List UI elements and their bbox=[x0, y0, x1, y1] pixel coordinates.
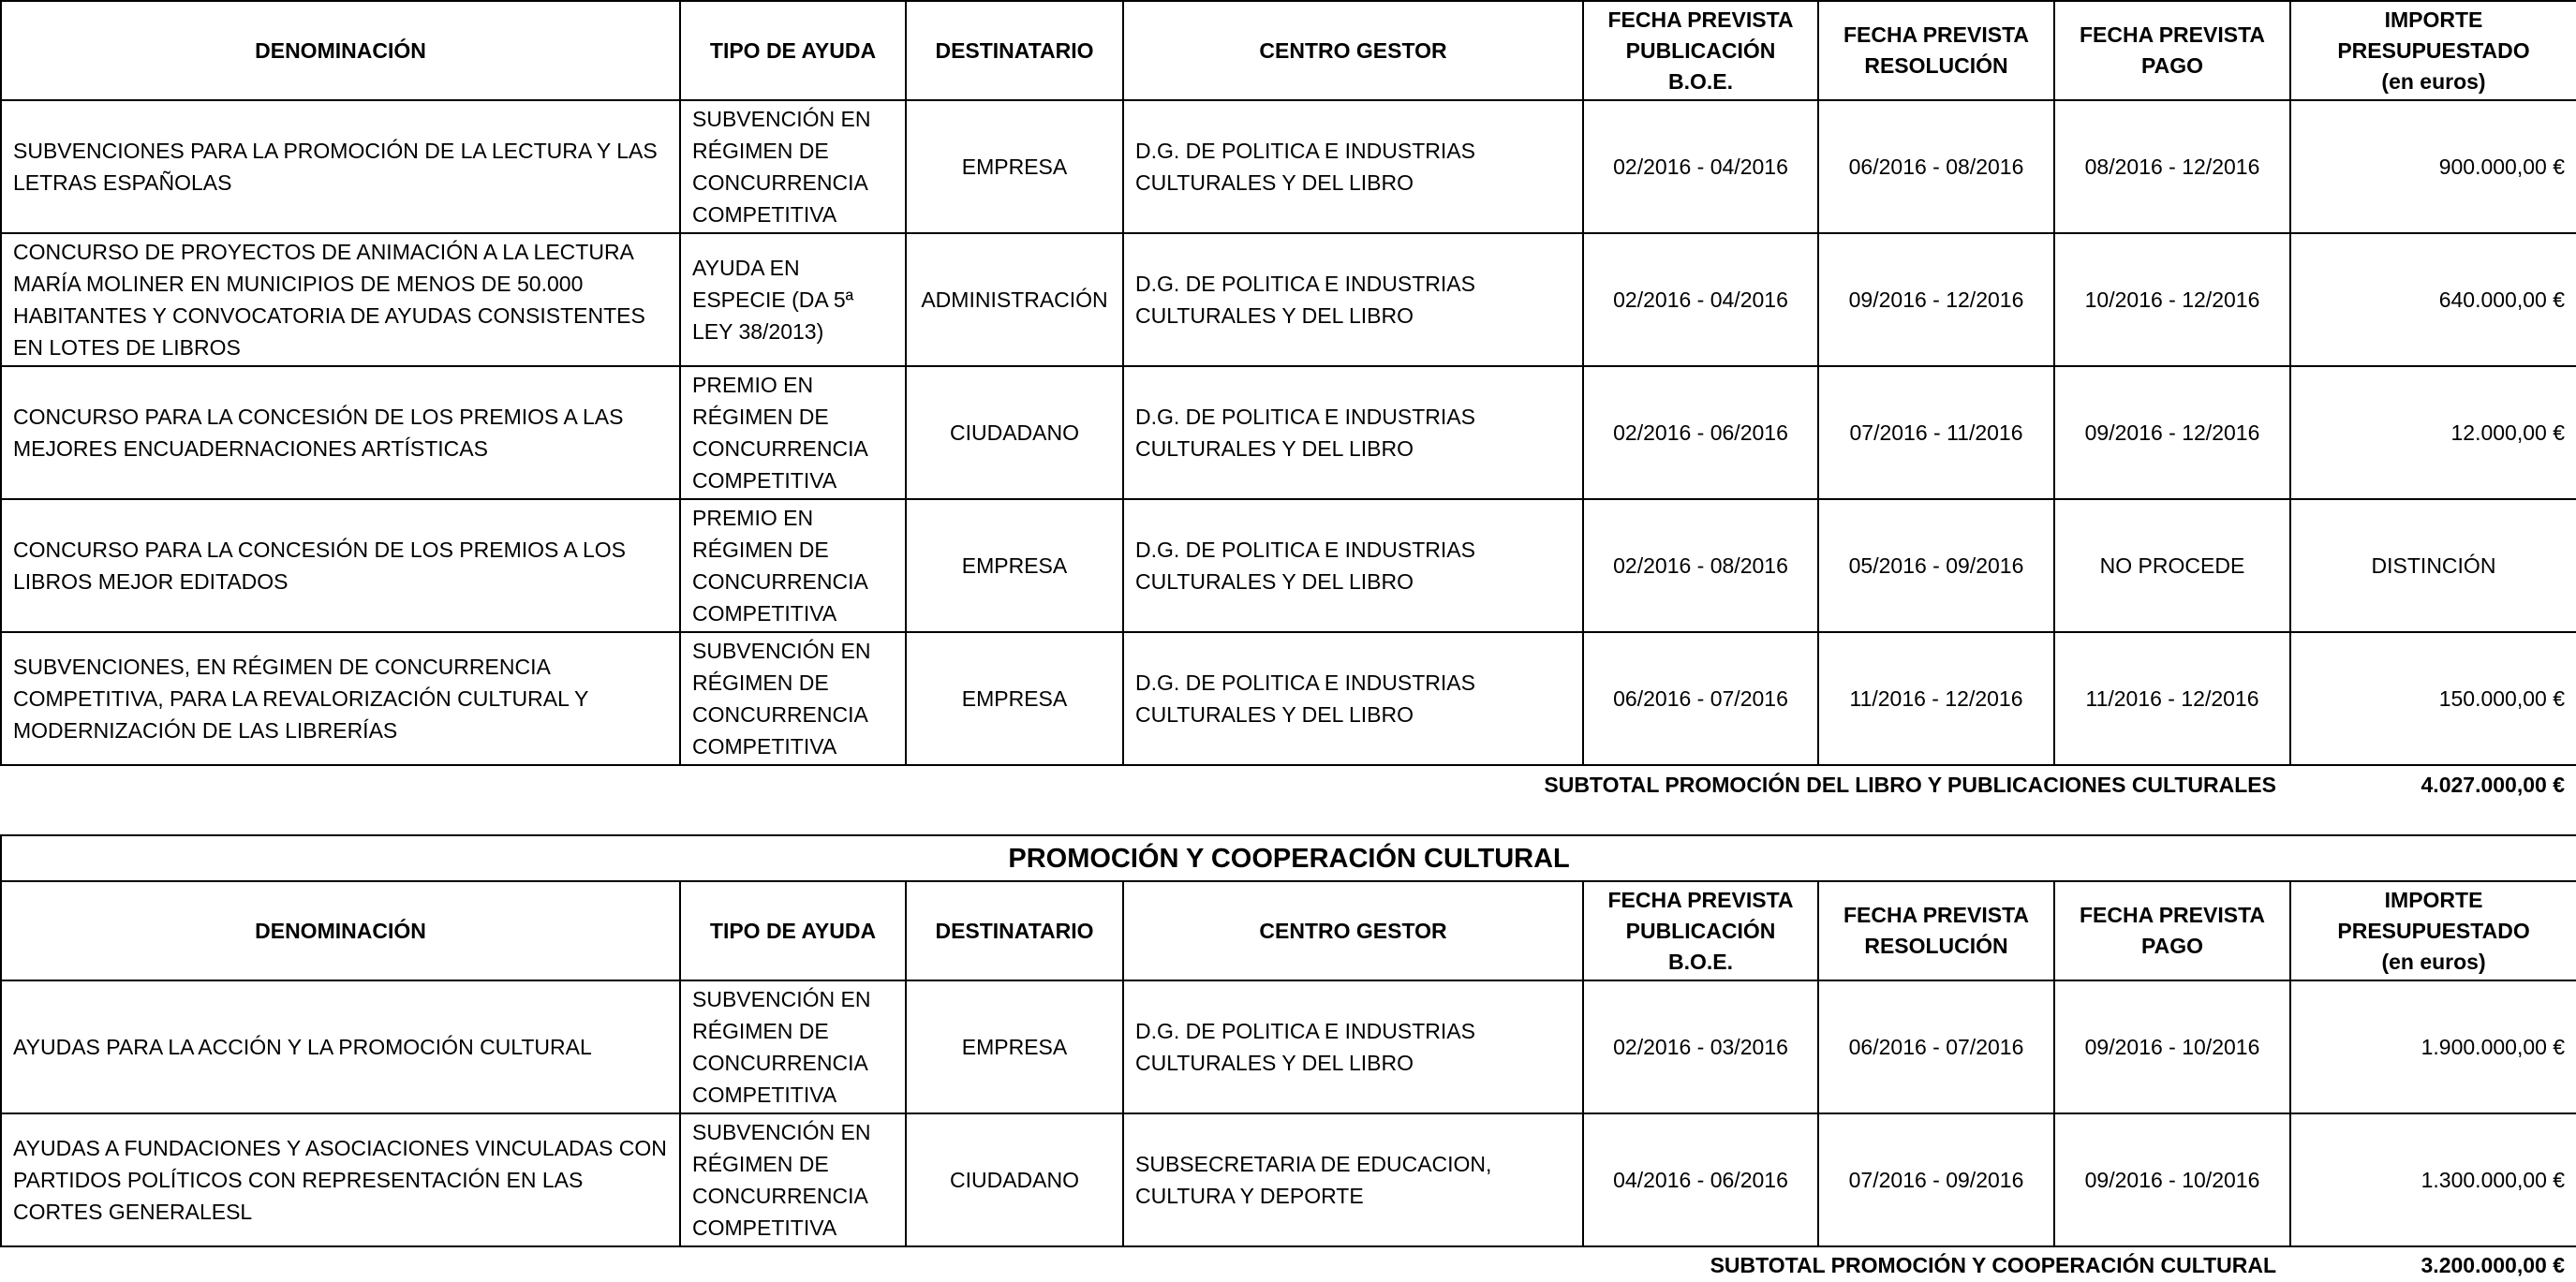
cell-fecha-pago: 09/2016 - 12/2016 bbox=[2054, 366, 2290, 499]
header-line: IMPORTE bbox=[2384, 887, 2483, 912]
col-header-centro-gestor: CENTRO GESTOR bbox=[1123, 1, 1583, 100]
cell-fecha-publicacion: 02/2016 - 03/2016 bbox=[1583, 980, 1818, 1113]
header-line: (en euros) bbox=[2381, 949, 2486, 974]
cell-fecha-resolucion: 06/2016 - 07/2016 bbox=[1818, 980, 2054, 1113]
cell-fecha-resolucion: 06/2016 - 08/2016 bbox=[1818, 100, 2054, 233]
col-header-denominacion: DENOMINACIÓN bbox=[1, 881, 680, 980]
cell-fecha-resolucion: 07/2016 - 09/2016 bbox=[1818, 1113, 2054, 1246]
subtotal-label: SUBTOTAL PROMOCIÓN Y COOPERACIÓN CULTURAL bbox=[1710, 1253, 2276, 1277]
col-header-tipo-ayuda: TIPO DE AYUDA bbox=[680, 881, 906, 980]
cell-destinatario: EMPRESA bbox=[906, 100, 1123, 233]
col-header-fecha-pago bbox=[2054, 881, 2290, 980]
header-line: PRESUPUESTADO bbox=[2337, 918, 2530, 943]
cell-tipo-ayuda: SUBVENCIÓN EN RÉGIMEN DE CONCURRENCIA COMPETITIVA bbox=[680, 100, 906, 233]
col-header-fecha-publicacion bbox=[1583, 1, 1818, 100]
col-header-destinatario: DESTINATARIO bbox=[906, 1, 1123, 100]
cell-centro-gestor: D.G. DE POLITICA E INDUSTRIAS CULTURALES Y DEL LIBRO bbox=[1123, 980, 1583, 1113]
cell-fecha-publicacion: 02/2016 - 04/2016 bbox=[1583, 100, 1818, 233]
header-line: IMPORTE bbox=[2384, 7, 2483, 32]
header-line: (en euros) bbox=[2381, 68, 2486, 94]
cell-destinatario: EMPRESA bbox=[906, 632, 1123, 765]
cell-denominacion: SUBVENCIONES, EN RÉGIMEN DE CONCURRENCIA COMPETITIVA, PARA LA REVALORIZACIÓN CULTURAL Y MODERNIZACIÓN DE LAS LIBRERÍAS bbox=[1, 632, 680, 765]
cell-fecha-resolucion: 09/2016 - 12/2016 bbox=[1818, 233, 2054, 366]
cell-importe: 900.000,00 € bbox=[2290, 100, 2576, 233]
cell-fecha-publicacion: 06/2016 - 07/2016 bbox=[1583, 632, 1818, 765]
table-row bbox=[1, 499, 2576, 632]
table-row bbox=[1, 366, 2576, 499]
cell-centro-gestor: SUBSECRETARIA DE EDUCACION, CULTURA Y DEPORTE bbox=[1123, 1113, 1583, 1246]
cell-fecha-pago: 09/2016 - 10/2016 bbox=[2054, 980, 2290, 1113]
cell-tipo-ayuda: SUBVENCIÓN EN RÉGIMEN DE CONCURRENCIA COMPETITIVA bbox=[680, 1113, 906, 1246]
cell-tipo-ayuda: SUBVENCIÓN EN RÉGIMEN DE CONCURRENCIA COMPETITIVA bbox=[680, 632, 906, 765]
section1-subtotal bbox=[0, 768, 2576, 802]
subtotal-amount: 4.027.000,00 € bbox=[2421, 773, 2565, 797]
table-row bbox=[1, 100, 2576, 233]
cell-importe: 12.000,00 € bbox=[2290, 366, 2576, 499]
header-line: FECHA PREVISTA bbox=[1843, 22, 2030, 47]
cell-fecha-pago: 09/2016 - 10/2016 bbox=[2054, 1113, 2290, 1246]
cell-importe: 150.000,00 € bbox=[2290, 632, 2576, 765]
cell-destinatario: CIUDADANO bbox=[906, 366, 1123, 499]
cell-fecha-publicacion: 04/2016 - 06/2016 bbox=[1583, 1113, 1818, 1246]
subtotal-amount: 3.200.000,00 € bbox=[2421, 1253, 2565, 1277]
cell-fecha-publicacion: 02/2016 - 08/2016 bbox=[1583, 499, 1818, 632]
cell-fecha-resolucion: 11/2016 - 12/2016 bbox=[1818, 632, 2054, 765]
header-line: FECHA PREVISTA bbox=[2079, 903, 2266, 927]
cell-importe: 640.000,00 € bbox=[2290, 233, 2576, 366]
header-line: FECHA PREVISTA bbox=[2079, 22, 2266, 47]
subtotal-label: SUBTOTAL PROMOCIÓN DEL LIBRO Y PUBLICACIONES CULTURALES bbox=[1544, 773, 2276, 797]
cell-fecha-pago: 11/2016 - 12/2016 bbox=[2054, 632, 2290, 765]
header-line: PAGO bbox=[2140, 53, 2204, 78]
col-header-destinatario: DESTINATARIO bbox=[906, 881, 1123, 980]
header-line: B.O.E. bbox=[1667, 949, 1733, 974]
table-row bbox=[1, 632, 2576, 765]
col-header-importe bbox=[2290, 881, 2576, 980]
col-header-fecha-resolucion bbox=[1818, 881, 2054, 980]
cell-destinatario: ADMINISTRACIÓN bbox=[906, 233, 1123, 366]
cell-fecha-resolucion: 07/2016 - 11/2016 bbox=[1818, 366, 2054, 499]
col-header-fecha-pago bbox=[2054, 1, 2290, 100]
header-line: PUBLICACIÓN bbox=[1625, 37, 1776, 63]
header-line: RESOLUCIÓN bbox=[1864, 934, 2008, 958]
cell-denominacion: CONCURSO PARA LA CONCESIÓN DE LOS PREMIOS A LOS LIBROS MEJOR EDITADOS bbox=[1, 499, 680, 632]
header-line: FECHA PREVISTA bbox=[1607, 887, 1794, 912]
cell-denominacion: AYUDAS A FUNDACIONES Y ASOCIACIONES VINCULADAS CON PARTIDOS POLÍTICOS CON REPRESENTACIÓN EN LAS CORTES GENERALESL bbox=[1, 1113, 680, 1246]
cell-denominacion: CONCURSO DE PROYECTOS DE ANIMACIÓN A LA LECTURA MARÍA MOLINER EN MUNICIPIOS DE MENOS DE 50.000 HABITANTES Y CONVOCATORIA DE AYUDAS CONSISTENTES EN LOTES DE LIBROS bbox=[1, 233, 680, 366]
header-line: PAGO bbox=[2140, 934, 2204, 958]
cell-fecha-pago: 08/2016 - 12/2016 bbox=[2054, 100, 2290, 233]
cell-destinatario: CIUDADANO bbox=[906, 1113, 1123, 1246]
col-header-denominacion: DENOMINACIÓN bbox=[1, 1, 680, 100]
header-line: PRESUPUESTADO bbox=[2337, 37, 2530, 63]
header-line: B.O.E. bbox=[1667, 68, 1733, 94]
cell-importe: DISTINCIÓN bbox=[2290, 499, 2576, 632]
table-row bbox=[1, 233, 2576, 366]
cell-centro-gestor: D.G. DE POLITICA E INDUSTRIAS CULTURALES Y DEL LIBRO bbox=[1123, 632, 1583, 765]
cell-denominacion: SUBVENCIONES PARA LA PROMOCIÓN DE LA LECTURA Y LAS LETRAS ESPAÑOLAS bbox=[1, 100, 680, 233]
section-title: PROMOCIÓN Y COOPERACIÓN CULTURAL bbox=[1, 835, 2576, 881]
section2-table bbox=[0, 834, 2576, 1247]
cell-fecha-pago: NO PROCEDE bbox=[2054, 499, 2290, 632]
col-header-fecha-publicacion bbox=[1583, 881, 1818, 980]
cell-tipo-ayuda: PREMIO EN RÉGIMEN DE CONCURRENCIA COMPETITIVA bbox=[680, 366, 906, 499]
col-header-importe bbox=[2290, 1, 2576, 100]
cell-importe: 1.900.000,00 € bbox=[2290, 980, 2576, 1113]
cell-tipo-ayuda: PREMIO EN RÉGIMEN DE CONCURRENCIA COMPETITIVA bbox=[680, 499, 906, 632]
header-line: FECHA PREVISTA bbox=[1843, 903, 2030, 927]
cell-centro-gestor: D.G. DE POLITICA E INDUSTRIAS CULTURALES Y DEL LIBRO bbox=[1123, 233, 1583, 366]
header-line: RESOLUCIÓN bbox=[1864, 53, 2008, 78]
cell-fecha-pago: 10/2016 - 12/2016 bbox=[2054, 233, 2290, 366]
cell-centro-gestor: D.G. DE POLITICA E INDUSTRIAS CULTURALES Y DEL LIBRO bbox=[1123, 366, 1583, 499]
cell-fecha-publicacion: 02/2016 - 04/2016 bbox=[1583, 233, 1818, 366]
col-header-fecha-resolucion bbox=[1818, 1, 2054, 100]
cell-fecha-resolucion: 05/2016 - 09/2016 bbox=[1818, 499, 2054, 632]
header-row bbox=[1, 1, 2576, 100]
cell-tipo-ayuda: SUBVENCIÓN EN RÉGIMEN DE CONCURRENCIA COMPETITIVA bbox=[680, 980, 906, 1113]
col-header-centro-gestor: CENTRO GESTOR bbox=[1123, 881, 1583, 980]
cell-importe: 1.300.000,00 € bbox=[2290, 1113, 2576, 1246]
table-row bbox=[1, 1113, 2576, 1246]
header-line: PUBLICACIÓN bbox=[1625, 918, 1776, 943]
header-line: FECHA PREVISTA bbox=[1607, 7, 1794, 32]
cell-fecha-publicacion: 02/2016 - 06/2016 bbox=[1583, 366, 1818, 499]
cell-centro-gestor: D.G. DE POLITICA E INDUSTRIAS CULTURALES Y DEL LIBRO bbox=[1123, 100, 1583, 233]
cell-centro-gestor: D.G. DE POLITICA E INDUSTRIAS CULTURALES Y DEL LIBRO bbox=[1123, 499, 1583, 632]
cell-destinatario: EMPRESA bbox=[906, 499, 1123, 632]
cell-tipo-ayuda: AYUDA EN ESPECIE (DA 5ª LEY 38/2013) bbox=[680, 233, 906, 366]
header-row bbox=[1, 881, 2576, 980]
col-header-tipo-ayuda: TIPO DE AYUDA bbox=[680, 1, 906, 100]
section2-subtotal bbox=[0, 1248, 2576, 1282]
cell-denominacion: AYUDAS PARA LA ACCIÓN Y LA PROMOCIÓN CULTURAL bbox=[1, 980, 680, 1113]
cell-destinatario: EMPRESA bbox=[906, 980, 1123, 1113]
section-title-row bbox=[1, 835, 2576, 881]
cell-denominacion: CONCURSO PARA LA CONCESIÓN DE LOS PREMIOS A LAS MEJORES ENCUADERNACIONES ARTÍSTICAS bbox=[1, 366, 680, 499]
table-row bbox=[1, 980, 2576, 1113]
